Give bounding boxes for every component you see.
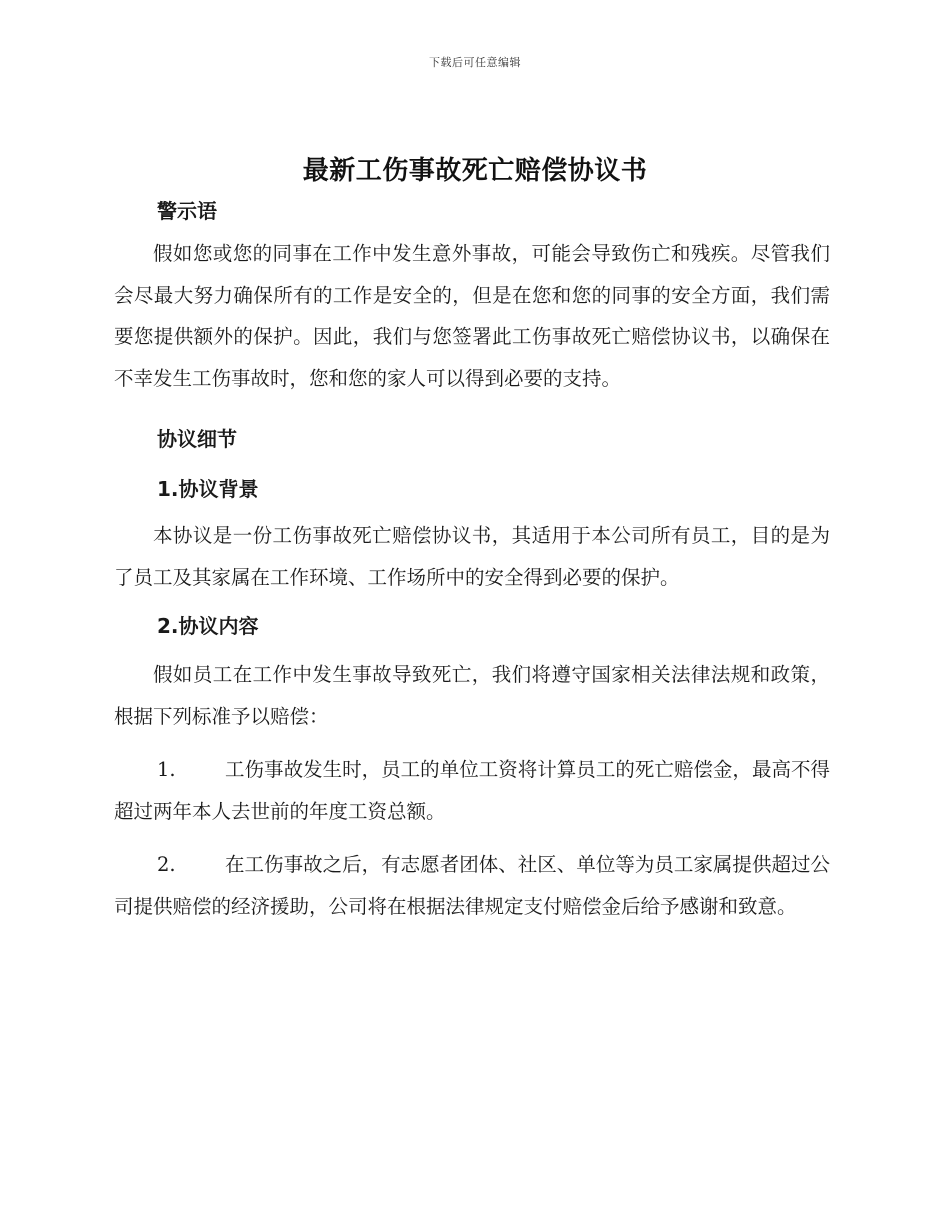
heading-background: 1.协议背景 <box>157 477 259 501</box>
document-body <box>114 195 830 927</box>
header-note: 下载后可任意编辑 <box>429 56 521 69</box>
list-item-number: 2. <box>157 853 176 876</box>
paragraph-content: 假如员工在工作中发生事故导致死亡，我们将遵守国家相关法律法规和政策，根据下列标准予以赔偿： <box>114 663 830 728</box>
list-item-number: 1. <box>157 758 176 781</box>
list-item <box>114 844 830 927</box>
list-item-text: 在工伤事故之后，有志愿者团体、社区、单位等为员工家属提供超过公司提供赔偿的经济援助，公司将在根据法律规定支付赔偿金后给予感谢和致意。 <box>114 853 830 918</box>
heading-details: 协议细节 <box>157 427 237 451</box>
list-item <box>114 749 830 832</box>
list-item-text: 工伤事故发生时，员工的单位工资将计算员工的死亡赔偿金，最高不得超过两年本人去世前的年度工资总额。 <box>114 758 830 823</box>
paragraph-warning: 假如您或您的同事在工作中发生意外事故，可能会导致伤亡和残疾。尽管我们会尽最大努力确保所有的工作是安全的，但是在您和您的同事的安全方面，我们需要您提供额外的保护。因此，我们与您签署此工伤事故死亡赔偿协议书，以确保在不幸发生工伤事故时，您和您的家人可以得到必要的支持。 <box>114 242 830 390</box>
document-title: 最新工伤事故死亡赔偿协议书 <box>302 156 648 186</box>
heading-warning: 警示语 <box>157 199 217 223</box>
paragraph-background: 本协议是一份工伤事故死亡赔偿协议书，其适用于本公司所有员工，目的是为了员工及其家属在工作环境、工作场所中的安全得到必要的保护。 <box>114 524 830 589</box>
heading-content: 2.协议内容 <box>157 614 259 638</box>
